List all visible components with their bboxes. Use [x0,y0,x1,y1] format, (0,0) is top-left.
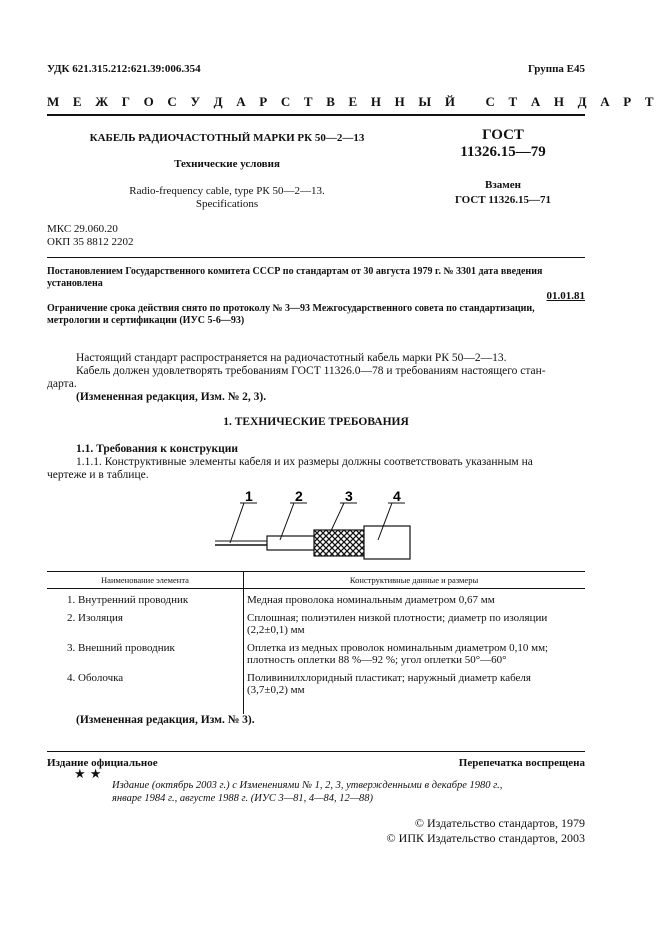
row-element-name: 3. Внешний проводник [67,642,175,654]
row-element-name: 2. Изоляция [67,612,123,624]
group-code: Группа Е45 [527,63,585,75]
row-data-line1: Медная проволока номинальным диаметром 0,67 мм [247,594,495,606]
paragraph-scope: Настоящий стандарт распространяется на радиочастотный кабель марки РК 50—2—13. [76,352,507,364]
okp-code: ОКП 35 8812 2202 [47,236,134,248]
mks-code: МКС 29.060.20 [47,223,118,235]
cable-cross-section-drawing [200,488,430,564]
row-data-line2: (3,7±0,2) мм [247,684,305,696]
row-data-line2: плотность оплетки 88 %—92 %; угол оплетки 50°—60° [247,654,507,666]
gost-number: 11326.15—79 [460,144,546,160]
paragraph-111-line2: чертеже и в таблице. [47,469,149,481]
english-title-line2: Specifications [195,198,259,210]
table-header-rule [47,588,585,589]
document-title: КАБЕЛЬ РАДИОЧАСТОТНЫЙ МАРКИ РК 50—2—13 [89,132,365,144]
official-edition: Издание официальное [47,757,158,769]
copyright-1979: © Издательство стандартов, 1979 [414,816,585,830]
section-heading: 1. ТЕХНИЧЕСКИЕ ТРЕБОВАНИЯ [223,416,409,428]
edit-note-2: (Измененная редакция, Изм. № 3). [76,714,255,726]
english-title-line1: Radio-frequency cable, type РК 50—2—13. [129,185,325,197]
outer-conductor-braid [314,530,364,556]
jacket [364,526,410,559]
figure-label-4: 4 [393,488,401,504]
row-data-line2: (2,2±0,1) мм [247,624,305,636]
decree-line2: установлена [47,278,103,289]
edition-note-line2: январе 1984 г., августе 1988 г. (ИУС 3—81, 4—84, 12—88) [112,793,374,804]
udk-code: УДК 621.315.212:621.39:006.354 [47,63,201,75]
inner-conductor [215,541,272,545]
limit-line2: метрологии и сертификации (ИУС 5-6—93) [47,315,245,326]
row-data-line1: Сплошная; полиэтилен низкой плотности; диаметр по изоляции [247,612,548,624]
edit-note-1: (Измененная редакция, Изм. № 2, 3). [76,391,267,403]
table-header-element: Наименование элемента [101,575,189,585]
paragraph-requirements-line2: дарта. [47,378,77,390]
table-header-data: Конструктивные данные и размеры [349,575,479,585]
table-column-divider [243,571,244,714]
row-data-line1: Поливинилхлоридный пластикат; наружный диаметр кабеля [247,672,531,684]
instead-label: Взамен [485,179,521,191]
footer-rule [47,751,585,752]
reprint-prohibited: Перепечатка воспрещена [458,757,585,769]
figure-label-1: 1 [245,488,253,504]
subsection-heading: 1.1. Требования к конструкции [76,443,238,455]
standard-banner: М Е Ж Г О С У Д А Р С Т В Е Н Н Ы Й С Т А Н Д А Р Т [47,94,659,109]
paragraph-requirements-line1: Кабель должен удовлетворять требованиям ГОСТ 11326.0—78 и требованиям настоящего стан- [76,365,546,377]
table-top-rule [47,571,585,572]
insulation [267,536,317,550]
row-element-name: 4. Оболочка [67,672,124,684]
limit-line1: Ограничение срока действия снято по протоколу № 3—93 Межгосударственного совета по стандартизации, [47,303,535,314]
paragraph-111-line1: 1.1.1. Конструктивные элементы кабеля и их размеры должны соответствовать указанным на [76,456,533,468]
stars-mark: ★ ★ [74,767,102,782]
title-rule [47,257,585,258]
decree-line1: Постановлением Государственного комитета СССР по стандартам от 30 августа 1979 г. № 3301 дата введения [47,266,543,277]
figure-label-3: 3 [345,488,353,504]
header-rule [47,114,585,116]
edition-note-line1: Издание (октябрь 2003 г.) с Изменениями № 1, 2, 3, утвержденными в декабре 1980 г., [112,780,503,791]
row-element-name: 1. Внутренний проводник [67,594,189,606]
introduction-date: 01.01.81 [546,290,585,302]
copyright-2003: © ИПК Издательство стандартов, 2003 [386,831,585,845]
figure-label-2: 2 [295,488,303,504]
document-subtitle: Технические условия [174,158,280,170]
row-data-line1: Оплетка из медных проволок номинальным диаметром 0,10 мм; [247,642,549,654]
gost-label: ГОСТ [482,127,524,143]
instead-number: ГОСТ 11326.15—71 [454,194,552,206]
